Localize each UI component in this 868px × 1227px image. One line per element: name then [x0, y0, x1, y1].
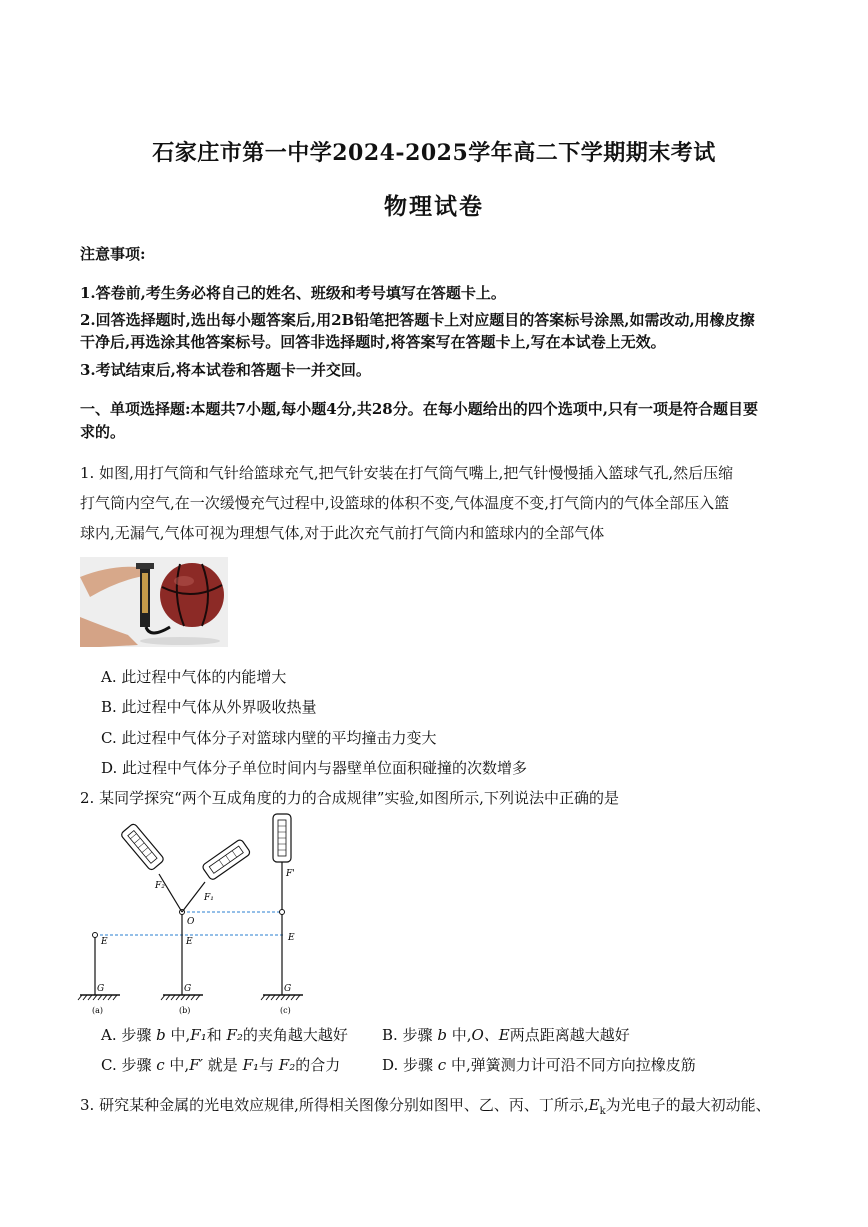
exam-title: 石家庄市第一中学2024-2025学年高二下学期期末考试 — [152, 140, 716, 166]
setup-c — [261, 814, 303, 1015]
q1-option-b: B. 此过程中气体从外界吸收热量 — [101, 698, 317, 716]
label-f2: F₂ — [155, 881, 165, 891]
notice-item-1: 1.答卷前,考生务必将自己的姓名、班级和考号填写在答题卡上。 — [80, 284, 506, 302]
label-f1: F₁ — [204, 893, 214, 903]
caption-c: (c) — [280, 1006, 291, 1015]
q2-option-d: D. 步骤 c 中,弹簧测力计可沿不同方向拉橡皮筋 — [382, 1056, 696, 1074]
notice-item-3: 3.考试结束后,将本试卷和答题卡一并交回。 — [80, 361, 371, 379]
section-heading-line-2: 求的。 — [80, 423, 126, 441]
caption-b: (b) — [179, 1006, 191, 1015]
label-e-b: E — [186, 937, 193, 947]
notice-item-2-line-1: 2.回答选择题时,选出每小题答案后,用2B铅笔把答题卡上对应题目的答案标号涂黑,如需改动,用橡皮擦 — [80, 311, 755, 329]
notice-heading: 注意事项: — [80, 245, 146, 263]
force-experiment-figure — [75, 810, 315, 1020]
basketball-pump-photo — [80, 557, 228, 647]
label-g-b: G — [184, 984, 192, 994]
q1-option-d: D. 此过程中气体分子单位时间内与器壁单位面积碰撞的次数增多 — [101, 759, 528, 777]
q1-stem-line-2: 打气筒内空气,在一次缓慢充气过程中,设篮球的体积不变,气体温度不变,打气筒内的气体全部压入篮 — [80, 494, 730, 512]
label-fprime: F' — [286, 869, 295, 879]
q1-option-c: C. 此过程中气体分子对篮球内壁的平均撞击力变大 — [101, 729, 437, 747]
q1-option-a: A. 此过程中气体的内能增大 — [101, 668, 287, 686]
exam-subtitle: 物理试卷 — [384, 193, 484, 220]
q2-option-b: B. 步骤 b 中,O、E两点距离越大越好 — [382, 1026, 630, 1044]
q1-stem-line-3: 球内,无漏气,气体可视为理想气体,对于此次充气前打气筒内和篮球内的全部气体 — [80, 524, 605, 542]
label-o-b: O — [187, 917, 195, 927]
q3-stem: 3. 研究某种金属的光电效应规律,所得相关图像分别如图甲、乙、丙、丁所示$,E_k$为光电子的最大初动能、 — [80, 1096, 771, 1117]
label-e-c: E — [288, 933, 295, 943]
label-e-a: E — [101, 937, 108, 947]
q2-option-c: C. 步骤 c 中,F′ 就是 F₁与 F₂的合力 — [101, 1056, 341, 1074]
setup-b — [120, 823, 251, 1015]
q1-stem-line-1: 1. 如图,用打气筒和气针给篮球充气,把气针安装在打气筒气嘴上,把气针慢慢插入篮球气孔,然后压缩 — [80, 464, 734, 482]
caption-a: (a) — [92, 1006, 104, 1015]
q2-option-a: A. 步骤 b 中,F₁和 F₂的夹角越大越好 — [101, 1026, 348, 1044]
section-heading-line-1: 一、单项选择题:本题共7小题,每小题4分,共28分。在每小题给出的四个选项中,只有一项是符合题目要 — [80, 400, 758, 418]
label-g-c: G — [284, 984, 292, 994]
label-g-a: G — [97, 984, 105, 994]
q2-stem: 2. 某同学探究“两个互成角度的力的合成规律”实验,如图所示,下列说法中正确的是 — [80, 789, 619, 807]
setup-a — [78, 933, 120, 1016]
notice-item-2-line-2: 干净后,再选涂其他答案标号。回答非选择题时,将答案写在答题卡上,写在本试卷上无效。 — [80, 333, 666, 351]
